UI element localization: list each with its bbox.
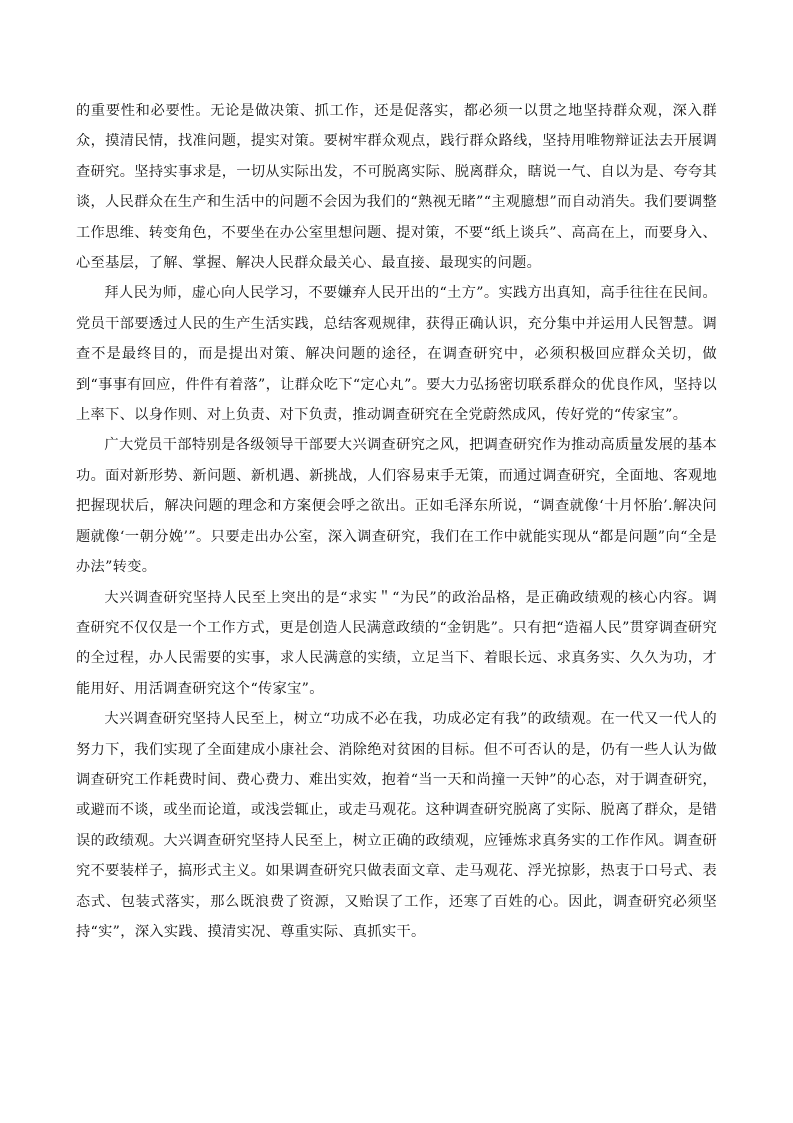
paragraph-2: 拜人民为师，虚心向人民学习，不要嫌弃人民开出的“土方”。实践方出真知，高手往往在民间。党员干部要透过人民的生产生活实践，总结客观规律，获得正确认识，充分集中并运用人民智慧。调查不是最终目的，而是提出对策、解决问题的途径，在调查研究中，必须积极回应群众关切，做到“事事有回应，件件有着落”，让群众吃下“定心丸”。要大力弘扬密切联系群众的优良作风，坚持以上率下、以身作则、对上负责、对下负责，推动调查研究在全党蔚然成风，传好党的“传家宝”。 (76, 285, 717, 424)
paragraph-4: 大兴调查研究坚持人民至上突出的是“求实＂“为民”的政治品格，是正确政绩观的核心内容。调查研究不仅仅是一个工作方式，更是创造人民满意政绩的“金钥匙”。只有把“造福人民”贯穿调查研究的全过程，办人民需要的实事，求人民满意的实绩，立足当下、着眼长远、求真务实、久久为功，才能用好、用活调查研究这个“传家宝”。 (76, 589, 717, 697)
paragraph-3: 广大党员干部特别是各级领导干部要大兴调查研究之风，把调查研究作为推动高质量发展的基本功。面对新形势、新问题、新机遇、新挑战，人们容易束手无策，而通过调查研究，全面地、客观地把握现状后，解决问题的理念和方案便会呼之欲出。正如毛泽东所说，“调查就像‘十月怀胎’.解决问题就像‘一朝分娩’”。只要走出办公室，深入调查研究，我们在工作中就能实现从“都是问题”向“全是办法”转变。 (76, 437, 717, 576)
paragraph-1: 的重要性和必要性。无论是做决策、抓工作，还是促落实，都必须一以贯之地坚持群众观，深入群众，摸清民情，找准问题，提实对策。要树牢群众观点，践行群众路线，坚持用唯物辩证法去开展调查研究。坚持实事求是，一切从实际出发，不可脱离实际、脱离群众，瞎说一气、自以为是、夸夸其谈，人民群众在生产和生活中的问题不会因为我们的“熟视无睹”“主观臆想”而自动消失。我们要调整工作思维、转变角色，不要坐在办公室里想问题、提对策，不要“纸上谈兵”、高高在上，而要身入、心至基层，了解、掌握、解决人民群众最关心、最直接、最现实的问题。 (76, 103, 717, 272)
paragraph-5: 大兴调查研究坚持人民至上，树立“功成不必在我，功成必定有我”的政绩观。在一代又一代人的努力下，我们实现了全面建成小康社会、消除绝对贫困的目标。但不可否认的是，仍有一些人认为做调查研究工作耗费时间、费心费力、难出实效，抱着“当一天和尚撞一天钟”的心态，对于调查研究，或避而不谈，或坐而论道，或浅尝辄止，或走马观花。这种调查研究脱离了实际、脱离了群众，是错误的政绩观。大兴调查研究坚持人民至上，树立正确的政绩观，应锤炼求真务实的工作作风。调查研究不要装样子，搞形式主义。如果调查研究只做表面文章、走马观花、浮光掠影，热衷于口号式、表态式、包装式落实，那么既浪费了资源，又贻误了工作，还寒了百姓的心。因此，调查研究必须坚持“实”，深入实践、摸清实况、尊重实际、真抓实干。 (76, 711, 717, 940)
